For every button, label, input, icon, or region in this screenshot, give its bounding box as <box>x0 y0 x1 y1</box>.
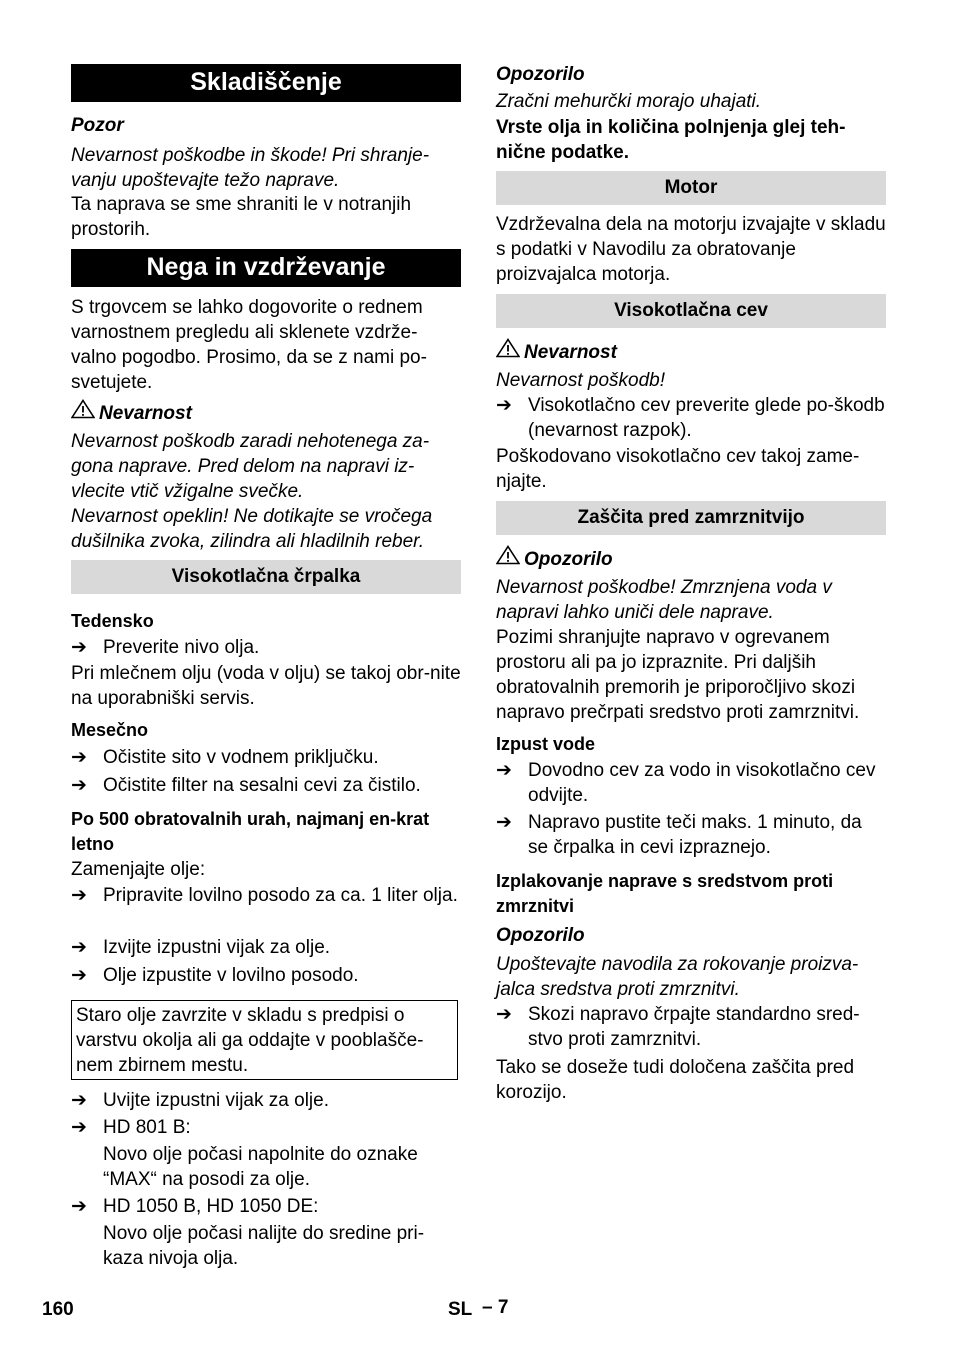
heading-nega: Nega in vzdrževanje <box>71 249 461 287</box>
list-item: ➔ Dovodno cev za vodo in visokotlačno cev odvijte. <box>496 760 876 806</box>
list-item: ➔ HD 1050 B, HD 1050 DE: <box>71 1196 319 1217</box>
warning-triangle-icon <box>496 545 520 572</box>
list-item: ➔ Očistite filter na sesalni cevi za čistilo. <box>71 775 421 796</box>
warning-triangle-icon <box>71 399 95 426</box>
opozorilo-text: Upoštevajte navodila za rokovanje proizva-jalca sredstva proti zmrznitvi. <box>496 954 859 1000</box>
vrste-text: Vrste olja in količina polnjenja glej teh-nične podatke. <box>496 117 846 163</box>
cev-text: Poškodovano visokotlačno cev takoj zame-njajte. <box>496 446 860 492</box>
opozorilo-text: Nevarnost poškodbe! Zmrznjena voda v napravi lahko uniči dele naprave. <box>496 577 832 623</box>
heading-skladiscenje: Skladiščenje <box>71 64 461 102</box>
arrow-right-icon: ➔ <box>71 937 87 958</box>
heading-zascita: Zaščita pred zamrznitvijo <box>496 501 886 535</box>
hd801-text: Novo olje počasi napolnite do oznake “MAX“ na posodi za olje. <box>103 1144 418 1190</box>
nevarnost-text: Nevarnost poškodb zaradi nehotenega za-gona naprave. Pred delom na napravi iz-vlecite vtič vžigalne svečke. <box>71 431 430 502</box>
nevarnost-text-2: Nevarnost opeklin! Ne dotikajte se vročega dušilnika zvoka, zilindra ali hladilnih reber. <box>71 506 433 552</box>
arrow-right-icon: ➔ <box>71 1090 87 1111</box>
arrow-right-icon: ➔ <box>496 812 512 833</box>
izplakovanje-heading: Izplakovanje naprave s sredstvom proti zmrznitvi <box>496 871 834 916</box>
list-item: ➔ Napravo pustite teči maks. 1 minuto, da se črpalka in cevi izpraznejo. <box>496 812 862 858</box>
list-item: ➔ Preverite nivo olja. <box>71 637 260 658</box>
opozorilo-label: Opozorilo <box>496 64 585 85</box>
list-item: ➔ Izvijte izpustni vijak za olje. <box>71 937 331 958</box>
environment-note-box: Staro olje zavrzite v skladu s predpisi o varstvu okolja ali ga oddajte v pooblašče-nem zbirnem mestu. <box>71 1000 458 1080</box>
motor-text: Vzdrževalna dela na motorju izvajajte v skladu s podatki v Navodilu za obratovanje proizvajalca motorja. <box>496 214 886 285</box>
arrow-right-icon: ➔ <box>71 775 87 796</box>
arrow-right-icon: ➔ <box>71 1117 87 1138</box>
pozor-label: Pozor <box>71 115 124 136</box>
opozorilo-label: Opozorilo <box>524 549 613 570</box>
list-item: ➔ Skozi napravo črpajte standardno sred-stvo proti zamrznitvi. <box>496 1004 860 1050</box>
arrow-right-icon: ➔ <box>496 760 512 781</box>
tedensko-heading: Tedensko <box>71 611 154 631</box>
arrow-right-icon: ➔ <box>71 885 87 906</box>
pozimi-text: Pozimi shranjujte napravo v ogrevanem prostoru ali pa jo izpraznite. Pri daljših obratovalnih premorih je priporočljivo skozi napravo prečrpati sredstvo proti zamrznitvi. <box>496 627 860 723</box>
izpust-heading: Izpust vode <box>496 734 596 754</box>
nega-text: S trgovcem se lahko dogovorite o rednem varnostnem pregledu ali sklenete vzdrže-valno pogodbo. Prosimo, da se z nami po-svetujete. <box>71 297 427 393</box>
list-item: ➔ HD 801 B: <box>71 1117 191 1138</box>
nevarnost-text: Nevarnost poškodb! <box>496 370 665 391</box>
skladiscenje-text: Ta naprava se sme shraniti le v notranjih prostorih. <box>71 194 412 240</box>
po500-heading: Po 500 obratovalnih urah, najmanj en-krat letno <box>71 809 430 854</box>
arrow-right-icon: ➔ <box>496 395 512 416</box>
tako-text: Tako se doseže tudi določena zaščita pred korozijo. <box>496 1057 855 1103</box>
nevarnost-label-row <box>71 399 461 426</box>
arrow-right-icon: ➔ <box>71 965 87 986</box>
arrow-right-icon: ➔ <box>496 1004 512 1025</box>
mlecnem-text: Pri mlečnem olju (voda v olju) se takoj obr-nite na uporabniški servis. <box>71 663 461 709</box>
list-item: ➔ Olje izpustite v lovilno posodo. <box>71 965 359 986</box>
nevarnost-label: Nevarnost <box>524 342 617 363</box>
list-item: ➔ Očistite sito v vodnem priključku. <box>71 747 379 768</box>
footer-lang: SL <box>448 1299 473 1320</box>
heading-crpalka: Visokotlačna črpalka <box>71 560 461 594</box>
heading-motor: Motor <box>496 171 886 205</box>
opozorilo-label-row <box>496 545 886 572</box>
arrow-right-icon: ➔ <box>71 637 87 658</box>
list-item: ➔ Visokotlačno cev preverite glede po-škodb (nevarnost razpok). <box>496 395 885 441</box>
pozor-text: Nevarnost poškodbe in škode! Pri shranje-vanju upoštevajte težo naprave. <box>71 145 430 191</box>
list-item: ➔ Pripravite lovilno posodo za ca. 1 liter olja. <box>71 885 458 906</box>
mesecno-heading: Mesečno <box>71 720 149 740</box>
hd1050-text: Novo olje počasi nalijte do sredine pri-kaza nivoja olja. <box>103 1223 425 1269</box>
nevarnost-label: Nevarnost <box>99 403 192 424</box>
list-item: ➔ Uvijte izpustni vijak za olje. <box>71 1090 329 1111</box>
opozorilo-label: Opozorilo <box>496 925 585 946</box>
opozorilo-text: Zračni mehurčki morajo uhajati. <box>496 91 762 112</box>
nevarnost-label-row <box>496 338 886 365</box>
zamenjajte-text: Zamenjajte olje: <box>71 859 206 880</box>
footer-section: – 7 <box>482 1297 509 1318</box>
arrow-right-icon: ➔ <box>71 1196 87 1217</box>
heading-cev: Visokotlačna cev <box>496 294 886 328</box>
arrow-right-icon: ➔ <box>71 747 87 768</box>
page-number: 160 <box>42 1299 74 1320</box>
warning-triangle-icon <box>496 338 520 365</box>
